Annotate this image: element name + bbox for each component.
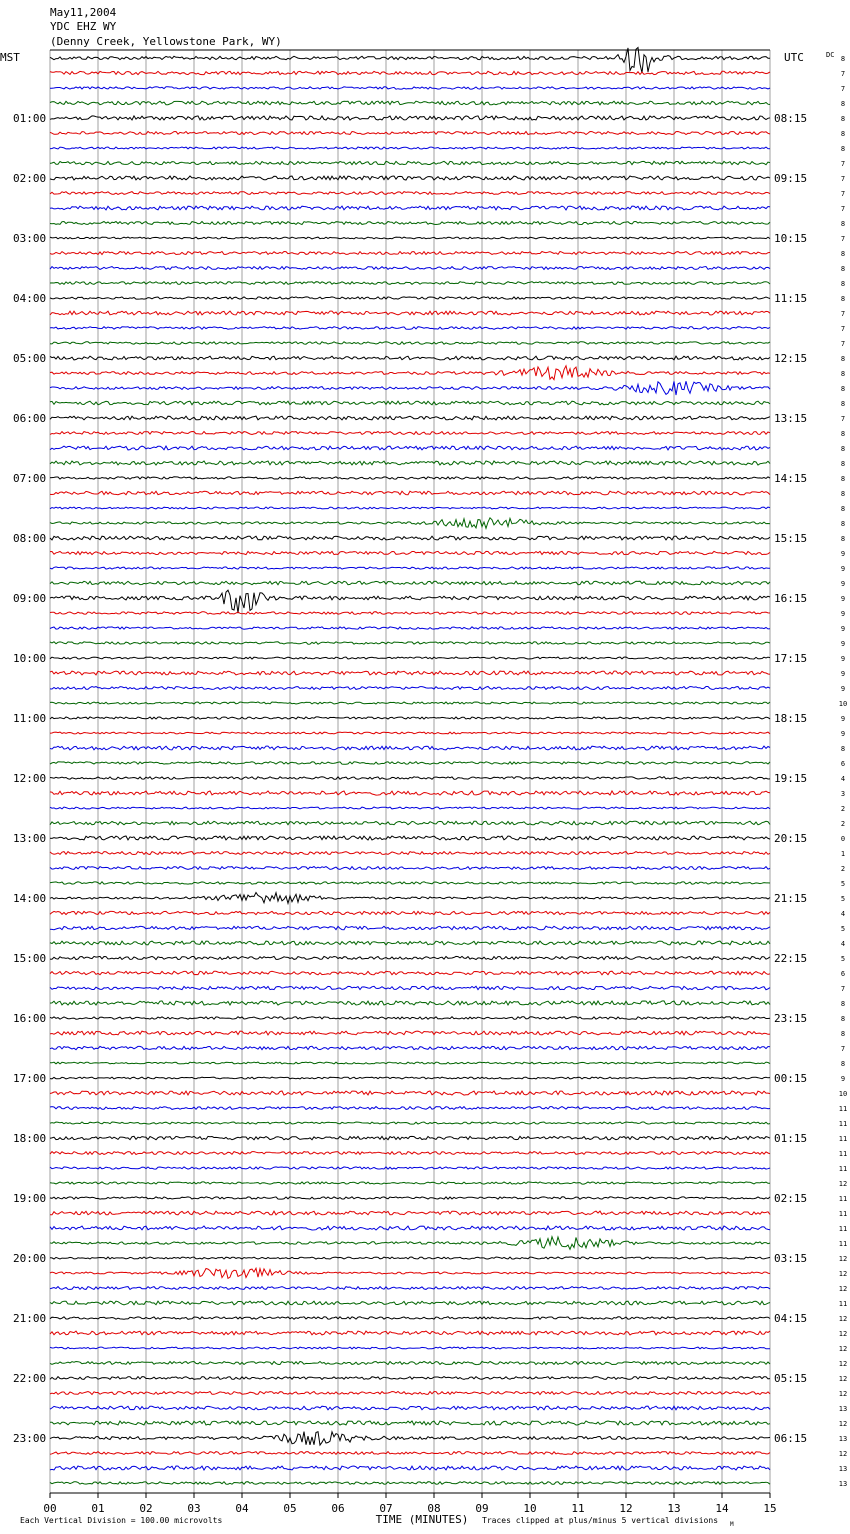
mst-hour-label: 05:00 bbox=[13, 352, 47, 365]
dc-offset-value: 7 bbox=[840, 70, 846, 78]
trace-row-39 bbox=[50, 642, 770, 644]
trace-row-22 bbox=[50, 381, 770, 395]
trace-row-54 bbox=[50, 867, 770, 870]
dc-offset-labels bbox=[839, 55, 847, 1488]
trace-row-73 bbox=[50, 1152, 770, 1155]
utc-hour-label: 06:15 bbox=[774, 1432, 808, 1445]
dc-offset-value: 8 bbox=[840, 1015, 846, 1023]
utc-hour-label: 10:15 bbox=[774, 232, 808, 245]
trace-row-77 bbox=[50, 1211, 770, 1215]
x-tick-label: 06 bbox=[331, 1502, 345, 1515]
dc-offset-value: 11 bbox=[838, 1210, 848, 1218]
x-axis-title: TIME (MINUTES) bbox=[375, 1513, 469, 1526]
dc-offset-value: 13 bbox=[838, 1465, 848, 1473]
trace-row-37 bbox=[50, 612, 770, 615]
dc-offset-value: 8 bbox=[840, 100, 846, 108]
dc-offset-value: 8 bbox=[840, 220, 846, 228]
trace-row-2 bbox=[50, 87, 770, 89]
trace-row-17 bbox=[50, 311, 770, 315]
x-tick-label: 08 bbox=[427, 1502, 441, 1515]
trace-row-91 bbox=[50, 1421, 770, 1425]
trace-row-0 bbox=[50, 48, 770, 74]
utc-hour-label: 00:15 bbox=[774, 1072, 808, 1085]
trace-row-18 bbox=[50, 327, 770, 330]
utc-hour-label: 05:15 bbox=[774, 1372, 808, 1385]
dc-offset-value: 10 bbox=[838, 1090, 848, 1098]
trace-row-86 bbox=[50, 1347, 770, 1349]
trace-row-32 bbox=[50, 536, 770, 540]
dc-offset-value: 9 bbox=[840, 580, 846, 588]
x-tick-label: 09 bbox=[475, 1502, 489, 1515]
utc-hour-label: 22:15 bbox=[774, 952, 808, 965]
dc-offset-value: 9 bbox=[840, 1075, 846, 1083]
x-tick-label: 07 bbox=[379, 1502, 393, 1515]
utc-hour-label: 13:15 bbox=[774, 412, 808, 425]
trace-row-52 bbox=[50, 836, 770, 840]
x-tick-label: 00 bbox=[43, 1502, 57, 1515]
dc-offset-value: 8 bbox=[840, 460, 846, 468]
trace-row-44 bbox=[50, 717, 770, 719]
dc-offset-value: 7 bbox=[840, 175, 846, 183]
dc-offset-value: 8 bbox=[840, 1030, 846, 1038]
dc-offset-value: 12 bbox=[838, 1345, 848, 1353]
dc-offset-value: 9 bbox=[840, 565, 846, 573]
dc-offset-value: 8 bbox=[840, 265, 846, 273]
dc-offset-value: 11 bbox=[838, 1225, 848, 1233]
dc-offset-value: 2 bbox=[840, 865, 846, 873]
dc-offset-value: 11 bbox=[838, 1135, 848, 1143]
mst-hour-label: 16:00 bbox=[13, 1012, 47, 1025]
dc-offset-value: 11 bbox=[838, 1195, 848, 1203]
dc-offset-value: 2 bbox=[840, 820, 846, 828]
dc-offset-value: 8 bbox=[840, 1000, 846, 1008]
trace-row-8 bbox=[50, 176, 770, 180]
mst-hour-label: 21:00 bbox=[13, 1312, 47, 1325]
mst-hour-label: 13:00 bbox=[13, 832, 47, 845]
dc-offset-value: 8 bbox=[840, 55, 846, 63]
trace-row-43 bbox=[50, 702, 770, 704]
trace-row-78 bbox=[50, 1226, 770, 1230]
dc-offset-value: 13 bbox=[838, 1405, 848, 1413]
x-tick-label: 01 bbox=[91, 1502, 105, 1515]
trace-row-40 bbox=[50, 657, 770, 659]
dc-offset-value: 8 bbox=[840, 400, 846, 408]
trace-row-11 bbox=[50, 222, 770, 225]
dc-offset-value: 11 bbox=[838, 1240, 848, 1248]
dc-offset-value: 2 bbox=[840, 805, 846, 813]
dc-offset-value: 5 bbox=[840, 880, 846, 888]
trace-row-67 bbox=[50, 1062, 770, 1064]
dc-offset-value: 9 bbox=[840, 730, 846, 738]
dc-offset-value: 8 bbox=[840, 250, 846, 258]
dc-offset-value: 12 bbox=[838, 1180, 848, 1188]
dc-offset-value: 7 bbox=[840, 340, 846, 348]
trace-row-45 bbox=[50, 732, 770, 734]
trace-row-94 bbox=[50, 1466, 770, 1470]
trace-row-35 bbox=[50, 581, 770, 585]
dc-offset-value: 4 bbox=[840, 775, 846, 783]
trace-row-66 bbox=[50, 1046, 770, 1049]
dc-offset-value: 7 bbox=[840, 160, 846, 168]
dc-offset-value: 5 bbox=[840, 895, 846, 903]
utc-hour-label: 16:15 bbox=[774, 592, 808, 605]
trace-row-48 bbox=[50, 777, 770, 780]
dc-offset-value: 8 bbox=[840, 475, 846, 483]
utc-hour-label: 08:15 bbox=[774, 112, 808, 125]
mst-hour-label: 07:00 bbox=[13, 472, 47, 485]
dc-label: DC bbox=[826, 51, 835, 59]
utc-hour-label: 15:15 bbox=[774, 532, 808, 545]
dc-offset-value: 12 bbox=[838, 1360, 848, 1368]
mst-hour-label: 02:00 bbox=[13, 172, 47, 185]
dc-offset-value: 7 bbox=[840, 190, 846, 198]
scale-note: Each Vertical Division = 100.00 microvolts bbox=[20, 1516, 223, 1525]
dc-offset-value: 8 bbox=[840, 145, 846, 153]
x-axis-ticks bbox=[43, 1493, 776, 1515]
dc-offset-value: 12 bbox=[838, 1285, 848, 1293]
dc-offset-value: 8 bbox=[840, 505, 846, 513]
mst-hour-label: 01:00 bbox=[13, 112, 47, 125]
trace-row-58 bbox=[50, 926, 770, 930]
mst-hour-label: 08:00 bbox=[13, 532, 47, 545]
trace-row-57 bbox=[50, 911, 770, 914]
dc-offset-value: 9 bbox=[840, 640, 846, 648]
mst-hour-label: 20:00 bbox=[13, 1252, 47, 1265]
trace-row-30 bbox=[50, 507, 770, 509]
x-tick-label: 10 bbox=[523, 1502, 537, 1515]
trace-row-69 bbox=[50, 1091, 770, 1095]
dc-offset-value: 12 bbox=[838, 1450, 848, 1458]
trace-row-33 bbox=[50, 551, 770, 554]
trace-row-71 bbox=[50, 1122, 770, 1124]
dc-offset-value: 9 bbox=[840, 625, 846, 633]
utc-hour-label: 17:15 bbox=[774, 652, 808, 665]
dc-offset-value: 8 bbox=[840, 115, 846, 123]
dc-offset-value: 7 bbox=[840, 235, 846, 243]
mst-hour-label: 10:00 bbox=[13, 652, 47, 665]
dc-offset-value: 12 bbox=[838, 1255, 848, 1263]
trace-row-72 bbox=[50, 1136, 770, 1139]
trace-row-81 bbox=[50, 1268, 770, 1278]
dc-offset-value: 7 bbox=[840, 205, 846, 213]
trace-row-27 bbox=[50, 461, 770, 465]
trace-row-38 bbox=[50, 627, 770, 629]
dc-offset-value: 13 bbox=[838, 1480, 848, 1488]
trace-row-14 bbox=[50, 267, 770, 270]
utc-hour-label: 14:15 bbox=[774, 472, 808, 485]
dc-offset-value: 12 bbox=[838, 1270, 848, 1278]
dc-offset-value: 12 bbox=[838, 1420, 848, 1428]
dc-offset-value: 7 bbox=[840, 415, 846, 423]
dc-offset-value: 0 bbox=[840, 835, 846, 843]
mst-hour-label: 04:00 bbox=[13, 292, 47, 305]
trace-row-23 bbox=[50, 401, 770, 405]
dc-offset-value: 7 bbox=[840, 310, 846, 318]
trace-row-3 bbox=[50, 101, 770, 105]
dc-offset-value: 9 bbox=[840, 595, 846, 603]
trace-row-26 bbox=[50, 446, 770, 450]
dc-offset-value: 11 bbox=[838, 1150, 848, 1158]
dc-offset-value: 12 bbox=[838, 1315, 848, 1323]
trace-row-64 bbox=[50, 1017, 770, 1020]
mst-hour-label: 09:00 bbox=[13, 592, 47, 605]
trace-row-92 bbox=[50, 1432, 770, 1446]
utc-hour-label: 21:15 bbox=[774, 892, 808, 905]
dc-offset-value: 9 bbox=[840, 685, 846, 693]
dc-offset-value: 8 bbox=[840, 535, 846, 543]
trace-row-79 bbox=[50, 1237, 770, 1250]
trace-row-47 bbox=[50, 762, 770, 765]
trace-row-60 bbox=[50, 956, 770, 959]
trace-row-21 bbox=[50, 366, 770, 380]
seismic-traces bbox=[50, 48, 770, 1485]
dc-offset-value: 8 bbox=[840, 355, 846, 363]
trace-row-36 bbox=[50, 590, 770, 613]
dc-offset-value: 12 bbox=[838, 1375, 848, 1383]
mst-hour-label: 11:00 bbox=[13, 712, 47, 725]
utc-hour-label: 20:15 bbox=[774, 832, 808, 845]
clip-note: Traces clipped at plus/minus 5 vertical divisions bbox=[482, 1516, 719, 1525]
x-tick-label: 03 bbox=[187, 1502, 201, 1515]
trace-row-95 bbox=[50, 1482, 770, 1485]
dc-offset-value: 10 bbox=[838, 700, 848, 708]
trace-row-12 bbox=[50, 237, 770, 239]
trace-row-63 bbox=[50, 1001, 770, 1005]
mst-hour-label: 14:00 bbox=[13, 892, 47, 905]
trace-row-24 bbox=[50, 416, 770, 420]
dc-offset-value: 1 bbox=[840, 850, 846, 858]
trace-row-61 bbox=[50, 971, 770, 975]
dc-offset-value: 8 bbox=[840, 1060, 846, 1068]
dc-offset-value: 3 bbox=[840, 790, 846, 798]
dc-offset-value: 8 bbox=[840, 745, 846, 753]
mst-label: MST bbox=[0, 51, 20, 64]
dc-offset-value: 11 bbox=[838, 1300, 848, 1308]
dc-offset-value: 8 bbox=[840, 280, 846, 288]
trace-row-74 bbox=[50, 1167, 770, 1169]
mst-hour-label: 06:00 bbox=[13, 412, 47, 425]
dc-offset-value: 4 bbox=[840, 940, 846, 948]
dc-offset-value: 9 bbox=[840, 550, 846, 558]
utc-hour-label: 23:15 bbox=[774, 1012, 808, 1025]
utc-hour-label: 01:15 bbox=[774, 1132, 808, 1145]
mst-hour-label: 19:00 bbox=[13, 1192, 47, 1205]
trace-row-20 bbox=[50, 356, 770, 360]
mst-hour-label: 17:00 bbox=[13, 1072, 47, 1085]
trace-row-93 bbox=[50, 1452, 770, 1455]
dc-offset-value: 8 bbox=[840, 520, 846, 528]
dc-offset-value: 8 bbox=[840, 295, 846, 303]
trace-row-88 bbox=[50, 1377, 770, 1380]
dc-offset-value: 8 bbox=[840, 445, 846, 453]
trace-row-90 bbox=[50, 1406, 770, 1410]
station-code: YDC EHZ WY bbox=[50, 20, 117, 33]
trace-row-34 bbox=[50, 567, 770, 569]
dc-offset-value: 8 bbox=[840, 370, 846, 378]
trace-row-83 bbox=[50, 1301, 770, 1305]
corner-mark: M bbox=[730, 1521, 734, 1528]
trace-row-75 bbox=[50, 1182, 770, 1184]
mst-hour-label: 03:00 bbox=[13, 232, 47, 245]
x-tick-label: 15 bbox=[763, 1502, 777, 1515]
trace-row-76 bbox=[50, 1197, 770, 1199]
mst-hour-label: 22:00 bbox=[13, 1372, 47, 1385]
trace-row-5 bbox=[50, 132, 770, 135]
dc-offset-value: 5 bbox=[840, 955, 846, 963]
x-tick-label: 11 bbox=[571, 1502, 585, 1515]
dc-offset-value: 12 bbox=[838, 1390, 848, 1398]
trace-row-59 bbox=[50, 941, 770, 945]
x-tick-label: 14 bbox=[715, 1502, 729, 1515]
trace-row-29 bbox=[50, 491, 770, 495]
trace-row-56 bbox=[50, 893, 770, 904]
trace-row-51 bbox=[50, 821, 770, 825]
trace-row-46 bbox=[50, 746, 770, 750]
mst-hour-label: 15:00 bbox=[13, 952, 47, 965]
dc-offset-value: 7 bbox=[840, 85, 846, 93]
dc-offset-value: 13 bbox=[838, 1435, 848, 1443]
dc-offset-value: 8 bbox=[840, 430, 846, 438]
utc-hour-label: 03:15 bbox=[774, 1252, 808, 1265]
trace-row-68 bbox=[50, 1077, 770, 1079]
trace-row-82 bbox=[50, 1287, 770, 1290]
trace-row-85 bbox=[50, 1331, 770, 1335]
x-tick-label: 12 bbox=[619, 1502, 633, 1515]
utc-label: UTC bbox=[784, 51, 804, 64]
dc-offset-value: 7 bbox=[840, 1045, 846, 1053]
dc-offset-value: 9 bbox=[840, 655, 846, 663]
trace-row-55 bbox=[50, 882, 770, 884]
dc-offset-value: 9 bbox=[840, 670, 846, 678]
utc-hour-label: 18:15 bbox=[774, 712, 808, 725]
x-tick-label: 05 bbox=[283, 1502, 297, 1515]
utc-hour-label: 12:15 bbox=[774, 352, 808, 365]
utc-hour-label: 19:15 bbox=[774, 772, 808, 785]
trace-row-42 bbox=[50, 687, 770, 690]
mst-hour-label: 23:00 bbox=[13, 1432, 47, 1445]
dc-offset-value: 11 bbox=[838, 1105, 848, 1113]
trace-row-15 bbox=[50, 282, 770, 285]
dc-offset-value: 5 bbox=[840, 925, 846, 933]
mst-hour-labels bbox=[13, 112, 46, 1445]
trace-row-31 bbox=[50, 518, 770, 529]
trace-row-6 bbox=[50, 147, 770, 149]
dc-offset-value: 4 bbox=[840, 910, 846, 918]
station-location: (Denny Creek, Yellowstone Park, WY) bbox=[50, 35, 282, 48]
trace-row-13 bbox=[50, 252, 770, 255]
trace-row-50 bbox=[50, 807, 770, 809]
trace-row-1 bbox=[50, 71, 770, 74]
dc-offset-value: 6 bbox=[840, 970, 846, 978]
dc-offset-value: 7 bbox=[840, 325, 846, 333]
trace-row-4 bbox=[50, 116, 770, 120]
mst-hour-label: 18:00 bbox=[13, 1132, 47, 1145]
dc-offset-value: 7 bbox=[840, 985, 846, 993]
dc-offset-value: 6 bbox=[840, 760, 846, 768]
dc-offset-value: 8 bbox=[840, 490, 846, 498]
trace-row-10 bbox=[50, 206, 770, 210]
trace-row-9 bbox=[50, 192, 770, 195]
dc-offset-value: 8 bbox=[840, 385, 846, 393]
utc-hour-label: 09:15 bbox=[774, 172, 808, 185]
trace-row-28 bbox=[50, 477, 770, 479]
utc-hour-label: 02:15 bbox=[774, 1192, 808, 1205]
mst-hour-label: 12:00 bbox=[13, 772, 47, 785]
dc-offset-value: 11 bbox=[838, 1165, 848, 1173]
utc-hour-label: 04:15 bbox=[774, 1312, 808, 1325]
trace-row-16 bbox=[50, 297, 770, 299]
trace-row-19 bbox=[50, 342, 770, 344]
utc-hour-label: 11:15 bbox=[774, 292, 808, 305]
trace-row-65 bbox=[50, 1031, 770, 1035]
dc-offset-value: 8 bbox=[840, 130, 846, 138]
trace-row-89 bbox=[50, 1392, 770, 1395]
dc-offset-value: 9 bbox=[840, 610, 846, 618]
x-tick-label: 02 bbox=[139, 1502, 153, 1515]
trace-row-87 bbox=[50, 1361, 770, 1364]
trace-row-49 bbox=[50, 791, 770, 795]
trace-row-53 bbox=[50, 852, 770, 855]
trace-row-70 bbox=[50, 1107, 770, 1110]
trace-row-41 bbox=[50, 671, 770, 675]
chart-date: May11,2004 bbox=[50, 6, 117, 19]
dc-offset-value: 11 bbox=[838, 1120, 848, 1128]
trace-row-7 bbox=[50, 161, 770, 164]
trace-row-80 bbox=[50, 1257, 770, 1259]
dc-offset-value: 12 bbox=[838, 1330, 848, 1338]
x-tick-label: 04 bbox=[235, 1502, 249, 1515]
trace-row-84 bbox=[50, 1317, 770, 1320]
trace-row-62 bbox=[50, 986, 770, 989]
x-tick-label: 13 bbox=[667, 1502, 681, 1515]
dc-offset-value: 9 bbox=[840, 715, 846, 723]
trace-row-25 bbox=[50, 432, 770, 435]
utc-hour-labels bbox=[774, 112, 807, 1445]
